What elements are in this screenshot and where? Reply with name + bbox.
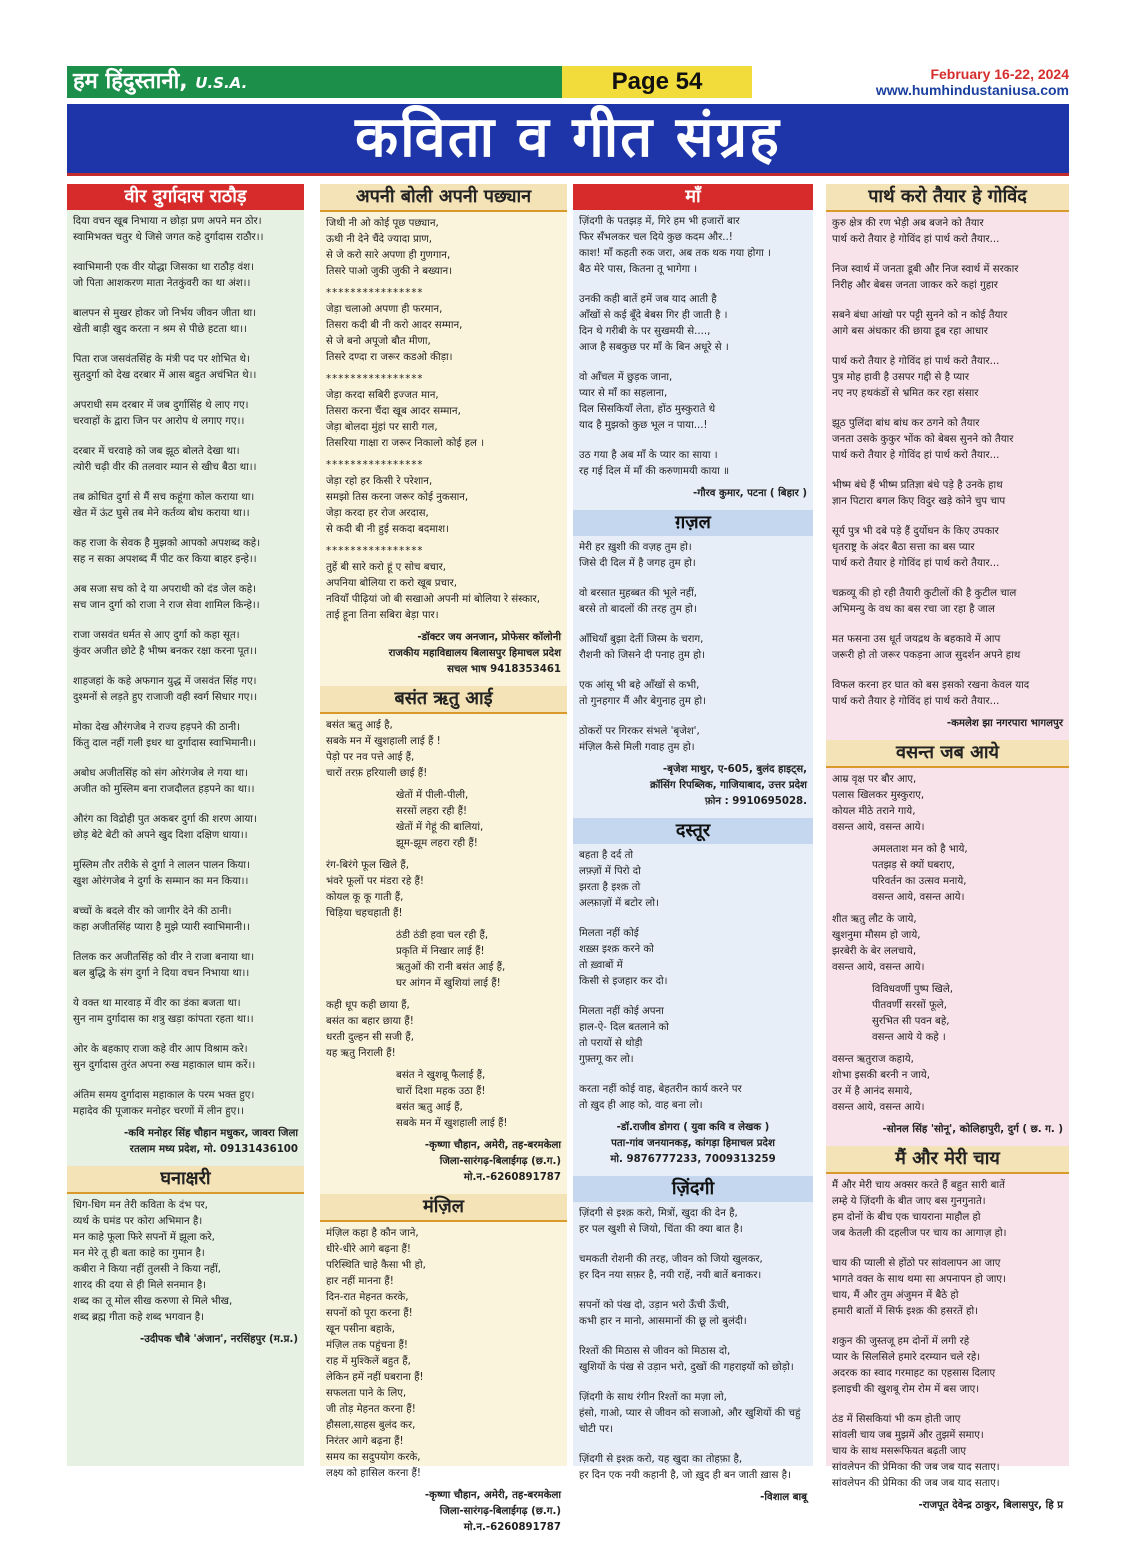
stanza: सूर्य पुत्र भी दबे पड़े हैं दुर्योधन के किए उपकार धृतराष्ट्र के अंदर बैठा सत्ता का बस प्यार पार्थ करो तैयार हे गोविंद हां पार्थ करो तैयार...	[832, 526, 1000, 569]
stanza: ज़िंदगी से इश्क़ करो, यह खुदा का तोहफ़ा है, हर दिन एक नयी कहानी है, जो ख़ुद ही बन जाती ख़ास है।	[579, 1454, 791, 1481]
column-4	[826, 184, 1069, 1511]
stanza: बच्चों के बदले वीर को जागीर देने की ठानी। कहा अजीतसिंह प्यारा है मुझे प्यारी स्वाभिमानी।।	[73, 906, 250, 933]
column-2	[320, 184, 567, 1533]
stanza: रिश्तों की मिठास से जीवन को मिठास दो, खुशियों के पंख से उड़ान भरो, दुखों की गहराइयों को छोड़ो।	[579, 1346, 794, 1373]
stanza: शीत ऋतु लौट के जाये, खुशनुमा मौसम हो जाये, झरबेरी के बेर ललचाये, वसन्त आये, वसन्त आये।	[832, 914, 925, 973]
author-byline: -बृजेश माथुर, ए-605, बुलंद हाइट्स, क्रॉसिंग रिपब्लिक, गाजियाबाद, उत्तर प्रदेश फ़ोन : 9910695028.	[649, 764, 807, 807]
stanza: खेतों में पीली-पीली, सरसों लहरा रही हैं! खेतों में गेहूं की बालियां, झूम-झूम लहरा रही हैं!	[396, 790, 484, 849]
poem-title: मैं और मेरी चाय	[826, 1146, 1069, 1174]
stanza: रंग-बिरंगे फूल खिले हैं, भंवरे फूलों पर मंडरा रहे हैं! कोयल कू कू गाती हैं, चिड़िया चहचहाती हैं!	[326, 860, 424, 919]
author-byline: -विशाल बाबू	[760, 1492, 807, 1503]
stanza: मिलता नहीं कोई शख़्स इश्क़ करने को तो ख़्वाबों में किसी से इजहार कर दो।	[579, 928, 668, 987]
poem-title: ग़ज़ल	[573, 510, 813, 536]
stanza: अपराधी सम दरबार में जब दुर्गासिंह थे लाए गए। चरवाहों के द्वारा जिन पर आरोप थे लगाए गए।।	[73, 400, 249, 427]
stanza: ठोकरों पर गिरकर संभले 'बृजेश', मंज़िल कैसे मिली गवाह तुम हो।	[579, 726, 700, 753]
poem-title: घनाक्षरी	[67, 1166, 304, 1194]
stanza: वसन्त ऋतुराज कहाये, शोभा इसकी बरनी न जाये, उर में है आनंद समाये, वसन्त आये, वसन्त आये।	[832, 1054, 930, 1113]
stanza: ज़िंदगी से इश्क़ करो, मित्रों, खुदा की देन है, हर पल खुशी से जियो, चिंता की क्या बात है।	[579, 1208, 743, 1235]
stanza: मैं और मेरी चाय अक्सर करते हैं बहुत सारी बातें लम्हे ये ज़िंदगी के बीत जाए बस गुनगुनाते। हम दोनों के बीच एक चायराना माहौल हो जब केतली की दहलीज पर चाय का आगाज़ हो।	[832, 1180, 1007, 1239]
stanza: दरबार में चरवाहे को जब झूठ बोलते देखा था। त्योरी चढ़ी वीर की तलवार म्यान से खीच बैठा था।।	[73, 446, 257, 473]
page-number: Page 54	[562, 66, 752, 98]
poem-title: वसन्त जब आये	[826, 740, 1069, 768]
separator: ****************	[326, 374, 424, 385]
stanza: तब क्रोधित दुर्गा से मैं सच कहूंगा कोल कराया था। खेत में ऊंट घुसे तब मेने कर्तव्य बोध कराया था।।	[73, 492, 255, 519]
stanza: मेरी हर ख़ुशी की वज़ह तुम हो। जिसे दी दिल में है जगह तुम हो।	[579, 542, 696, 569]
stanza: विफल करना हर घात को बस इसको रखना केवल याद पार्थ करो तैयार हे गोविंद हां पार्थ करो तैयार...	[832, 680, 1030, 707]
stanza: मत फसना उस धूर्त जयद्रथ के बहकावे में आप जरूरी हो तो जरूर पकड़ना आज सुदर्शन अपने हाथ	[832, 634, 1021, 661]
stanza: जेड़ा चलाओ अपणा ही फरमान, तिसरा कदी बी नी करो आदर सम्मान, से जे बनो अपूजो बौत मीणा, तिसरे दण्दा रा जरूर कडओ कीड़ा।	[326, 304, 463, 363]
stanza: मोका देख औरंगजेब ने राज्य हड़पने की ठानी। किंतु दाल नहीं गली इधर था दुर्गादास स्वाभिमानी।।	[73, 722, 256, 749]
stanza: एक आंसू भी बहे आँखों से कभी, तो गुनहगार मैं और बेगुनाह तुम हो।	[579, 680, 706, 707]
poem-title: दस्तूर	[573, 818, 813, 844]
author-byline: -डॉ.राजीव डोगरा ( युवा कवि व लेखक ) पता-गांव जनयानकड़, कांगड़ा हिमाचल प्रदेश मो. 9876777233, 7009313259	[610, 1122, 776, 1165]
poem-title: माँ	[573, 184, 813, 210]
stanza: चमकती रोशनी की तरह, जीवन को जियो खुलकर, हर दिन नया सफ़र है, नयी राहें, नयी बातें बनाकर।	[579, 1254, 763, 1281]
stanza: शाहजहां के कहे अफगान युद्ध में जसवंत सिंह गए। दुश्मनों से लड़ते हुए राजाजी वही स्वर्ग सिधार गए।।	[73, 676, 258, 703]
stanza: वो आँचल में छुड़क जाना, प्यार से माँ का सहलाना, दिल सिसकियाँ लेता, होंठ मुस्कुराते थे याद है मुझको कुछ भूल न पाया...!	[579, 372, 716, 431]
stanza: सपनों को पंख दो, उड़ान भरो ऊँची ऊँची, कभी हार न मानो, आसमानों की छू लो बुलंदी।	[579, 1300, 747, 1327]
issue-date: February 16-22, 2024	[930, 66, 1069, 82]
stanza: करता नहीं कोई वाह, बेहतरीन कार्य करने पर तो ख़ुद ही आह को, वाह बना लो।	[579, 1084, 742, 1111]
stanza: वो बरसात मुहब्बत की भूले नहीं, बरसे तो बादलों की तरह तुम हो।	[579, 588, 697, 615]
separator: ****************	[326, 460, 424, 471]
stanza: शकुन की जुस्तजू हम दोनों में लगी रहे प्यार के सिलसिले हमारे दरम्यान चले रहे। अदरक का स्वाद गरमाहट का एहसास दिलाए इलाइची की खुशबू रोम रोम में बस जाए।	[832, 1336, 996, 1395]
author-byline: -सोनल सिंह 'सोनू', कोलिहापुरी, दुर्ग ( छ. ग. )	[882, 1124, 1063, 1135]
stanza: सबने बंधा आंखो पर पट्टी सुनने को न कोई तैयार आगे बस अंधकार की छाया डूब रहा आधार	[832, 310, 1008, 337]
stanza: धिग-धिग मन तेरी कविता के दंभ पर, व्यर्थ के घमंड पर कोरा अभिमान है। मन काहे फूला फिरे सपनों में झूला करे, मन मेरे तू ही बता काहे का गुमान है। कबीरा ने किया नहीं तुलसी ने किया नहीं, शारद की दया से ही मिले सनमान है। शब्द का तू मोल सीख करुणा से मिले भीख, शब्द ब्रह्म गीता कहे शब्द भगवान है।	[73, 1200, 233, 1323]
stanza: जेड़ा करदा सबिरी इज्जत मान, तिसरा करना चैंदा खूब आदर सम्मान, जेड़ा बोलदा मुंहां पर सारी गल, तिसरिया गाक्षा रा जरूर निकालो कोई हल ।	[326, 390, 485, 449]
stanza: अंतिम समय दुर्गादास महाकाल के परम भक्त हुए। महादेव की पूजाकर मनोहर चरणों में लीन हुए।।	[73, 1090, 255, 1117]
stanza: आम्र वृक्ष पर बौर आए, पलास खिलकर मुस्कुराए, कोयल मीठे तराने गाये, वसन्त आये, वसन्त आये।	[832, 774, 925, 833]
stanza: पिता राज जसवंतसिंह के मंत्री पद पर शोभित थे। सुतदुर्गा को देख दरबार में आस बहुत अचंभित थे।।	[73, 354, 257, 381]
stanza: जिथी नी ओ कोई पूछ पछ्यान, ऊथी नी देने चैंदे ज्यादा प्राण, से जे करो सारे अपणा ही गुणगान, तिसरे पाओ जुकी जुकी ने बख्यान।	[326, 218, 453, 277]
stanza: कुरु क्षेत्र की रण भेड़ी अब बजने को तैयार पार्थ करो तैयार हे गोविंद हां पार्थ करो तैयार...	[832, 218, 1000, 245]
column-1	[67, 184, 304, 1466]
stanza: ज़िंदगी के साथ रंगीन रिश्तों का मज़ा लो, हंसो, गाओ, प्यार से जीवन को सजाओ, और खुशियों की चहुं चोटी पर।	[579, 1392, 801, 1435]
author-byline: -कृष्णा चौहान, अमेरी, तह-बरमकेला जिला-सारंगढ़-बिलाईगढ़ (छ.ग.) मो.न.-6260891787	[424, 1490, 561, 1533]
stanza: उठ गया है अब माँ के प्यार का साया । रह गई दिल में माँ की करुणामयी काया ॥	[579, 450, 730, 477]
poem-title: वीर दुर्गादास राठौड़	[67, 184, 304, 210]
stanza: आँधियाँ बुझा देतीं जिस्म के चराग, रौशनी को जिसने दी पनाह तुम हो।	[579, 634, 706, 661]
stanza: चाय की प्याली से होंठो पर सांवलापन आ जाए भागते वक्त के साथ थमा सा अपनापन हो जाए। चाय, मैं और तुम अंजुमन में बैठे हो हमारी बातों में सिर्फ इश्क़ की हसरतें हो।	[832, 1258, 1006, 1317]
page-banner: कविता व गीत संग्रह	[67, 104, 1069, 176]
brand-logo: हम हिंदुस्तानी, U.S.A.	[67, 66, 562, 98]
stanza: ये वक्त था मारवाड़ में वीर का डंका बजता था। सुन नाम दुर्गादास का शत्रु खड़ा कांपता रहता था।।	[73, 998, 254, 1025]
stanza: चक्रव्यू की हो रही तैयारी कुटीलों की है कुटील चाल अभिमन्यु के वध का बस रचा जा रहा है जाल	[832, 588, 1017, 615]
stanza: मिलता नहीं कोई अपना हाल-ऐ- दिल बतलाने को तो परायों से थोड़ी गुफ़्तगू कर लो।	[579, 1006, 669, 1065]
stanza: राजा जसवंत धर्मत से आए दुर्गा को कहा सूत। कुंवर अजीत छोटे है भीष्म बनकर रक्षा करना पूत।।	[73, 630, 257, 657]
stanza: झूठ पुलिंदा बांध बांध कर ठगने को तैयार जनता उसके कुकुर भोंक को बेबस सुनने को तैयार पार्थ करो तैयार हे गोविंद हां पार्थ करो तैयार...	[832, 418, 1014, 461]
stanza: पार्थ करो तैयार हे गोविंद हां पार्थ करो तैयार... पुत्र मोह हावी है उसपर गद्दी से है प्यार नए नए हथकंडों से भ्रमित कर रहा संसार	[832, 356, 1000, 399]
author-byline: -कमलेश झा नगरपारा भागलपुर	[946, 718, 1063, 729]
separator: ****************	[326, 288, 424, 299]
author-byline: -कवि मनोहर सिंह चौहान मधुकर, जावरा जिला रतलाम मध्य प्रदेश, मो. 09131436100	[124, 1128, 298, 1155]
stanza: ठंड में सिसकियां भी कम होती जाए सांवली चाय जब मुझमें और तुझमें समाए। चाय के साथ मसरूफियत बढ़ती जाए सांवलेपन की प्रेमिका की जब जब याद सताए। सांवलेपन की प्रेमिका की जब जब याद सताए।	[832, 1414, 1000, 1489]
stanza: कही धूप कही छाया हैं, बसंत का बहार छाया हैं! धरती दुल्हन सी सजी हैं, यह ऋतु निराली हैं!	[326, 1000, 414, 1059]
stanza: बहता है दर्द तो लफ़्ज़ों में पिरो दो झरता है इश्क़ तो अल्फ़ाज़ों में बटोर लो।	[579, 850, 659, 909]
stanza: अबोध अजीतसिंह को संग ओरंगजेब ले गया था। अजीत को मुस्लिम बना राजदौलत हड़पने का था।।	[73, 768, 255, 795]
stanza: मुस्लिम तौर तरीके से दुर्गा ने लालन पालन किया। खुश ओरंगजेब ने दुर्गा के सम्मान का मन किया।।	[73, 860, 250, 887]
stanza: मंज़िल कहा है कौन जाने, धीरे-धीरे आगे बढ़ना हैं! परिस्थिति चाहे कैसा भी हो, हार नहीं मानना हैं! दिन-रात मेहनत करके, सपनों को पूरा करना हैं! खून पसीना बहाके, मंज़िल तक पहुंचना हैं! राह में मुश्किलें बहुत हैं, लेकिन हमें नहीं घबराना हैं! सफलता पाने के लिए, जी तोड़ मेहनत करना हैं! हौसला,साहस बुलंद कर, निरंतर आगे बढ़ना हैं! समय का सदुपयोग करके, लक्ष्य को हासिल करना हैं!	[326, 1228, 426, 1479]
stanza: उनकी कही बातें हमें जब याद आती है आँखों से कई बूँदे बेबस गिर ही जाती है । दिन थे गरीबी के पर सुखमयी से...., आज है सबकुछ पर माँ के बिन अधूरे से ।	[579, 294, 729, 353]
stanza: जेड़ा रहो हर किसी रे परेशान, समझो तिस करना जरूर कोई नुकसान, जेड़ा करदा हर रोज अरदास, से कदी बी नी हुई सकदा बदमाश।	[326, 476, 469, 535]
dateline	[876, 66, 1069, 98]
website-link[interactable]: www.humhindustaniusa.com	[875, 82, 1069, 98]
stanza: बसंत ने खुशबू फैलाई हैं, चारों दिशा महक उठा हैं! बसंत ऋतु आई हैं, सबके मन में खुशहाली लाई हैं!	[396, 1070, 508, 1129]
stanza: अब सजा सच को दे या अपराधी को दंड जेल कहे। सच जान दुर्गा को राजा ने राज सेवा शामिल किन्हे।।	[73, 584, 260, 611]
stanza: तिलक कर अजीतसिंह को वीर ने राजा बनाया था। बल बुद्धि के संग दुर्गा ने दिया वचन निभाया था।।	[73, 952, 255, 979]
masthead	[67, 66, 1069, 98]
poem-title: बसंत ऋतु आई	[320, 686, 567, 714]
poem-title: अपनी बोली अपनी पछ्यान	[320, 184, 567, 212]
stanza: ठंडी ठंडी हवा चल रही हैं, प्रकृति में निखार लाई हैं! ऋतुओं की रानी बसंत आई हैं, घर आंगन में खुशियां लाई हैं!	[396, 930, 506, 989]
stanza: बालपन से मुखर होकर जो निर्भय जीवन जीता था। खेती बाड़ी खुद करता न श्रम से पीछे हटता था।।	[73, 308, 256, 335]
column-3	[573, 184, 813, 1503]
stanza: अमलताश मन को है भाये, पतझड़ से क्यों घबराए, परिवर्तन का उत्सव मनाये, वसन्त आये, वसन्त आये।	[872, 844, 968, 903]
stanza: दिया वचन खूब निभाया न छोड़ा प्रण अपने मन ठोर। स्वामिभक्त चतुर थे जिसे जगत कहे दुर्गादास राठौर।।	[73, 216, 264, 243]
stanza: ओर के बहकाए राजा कहे वीर आप विश्राम करे। सुन दुर्गादास तुरंत अपना रुख महाकाल धाम करें।।	[73, 1044, 256, 1071]
stanza: ज़िंदगी के पतझड़ में, गिरे हम भी हजारों बार फिर सँभलकर चल दिये कुछ कदम और..! काश! माँ कहती रुक जरा, अब तक थक गया होगा । बैठ मेरे पास, कितना तू भागेगा ।	[579, 216, 771, 275]
stanza: स्वाभिमानी एक वीर योद्धा जिसका था राठौड़ वंश। जो पिता आशकरण माता नेतकुंवरी का था अंश।।	[73, 262, 254, 289]
poem-title: पार्थ करो तैयार हे गोविंद	[826, 184, 1069, 212]
author-byline: -कृष्णा चौहान, अमेरी, तह-बरमकेला जिला-सारंगढ़-बिलाईगढ़ (छ.ग.) मो.न.-6260891787	[424, 1140, 561, 1183]
author-byline: -उदीपक चौबे 'अंजान', नरसिंहपुर (म.प्र.)	[140, 1334, 298, 1345]
stanza: कह राजा के सेवक है मुझको आपको अपशब्द कहे। सह न सका अपशब्द मैं पीट कर किया बाहर इन्हे।।	[73, 538, 261, 565]
stanza: तुहें बी सारे करो हूं ए सोच बचार, अपनिया बोलिया रा करो खूब प्रचार, नवियाँ पीढ़ियां जो बी सखाओ अपनी मां बोलिया रे संस्कार, ताई हूना तिना सबिरा बेड़ा पार।	[326, 562, 540, 621]
poem-title: मंज़िल	[320, 1194, 567, 1222]
author-byline: -गौरव कुमार, पटना ( बिहार )	[693, 488, 807, 499]
stanza: निज स्वार्थ में जनता डूबी और निज स्वार्थ में सरकार निरीह और बेबस जनता जाकर करे कहां गुहार	[832, 264, 1019, 291]
poem-title: ज़िंदगी	[573, 1176, 813, 1202]
separator: ****************	[326, 546, 424, 557]
author-byline: -राजपूत देवेन्द्र ठाकुर, बिलासपुर, हि प्र	[918, 1500, 1063, 1511]
author-byline: -डॉक्टर जय अनजान, प्रोफेसर कॉलोनी राजकीय महाविद्यालय बिलासपुर हिमाचल प्रदेश सचल भाष 9418353461	[388, 632, 561, 675]
stanza: भीष्म बंधे हैं भीष्म प्रतिज्ञा बंधे पड़े है उनके हाथ ज्ञान पिटारा बगल किए विदुर खड़े कोने चुप चाप	[832, 480, 1006, 507]
stanza: बसंत ऋतु आई है, सबके मन में खुशहाली लाई हैं ! पेड़ो पर नव पत्ते आई हैं, चारों तरफ़ हरियाली छाई हैं!	[326, 720, 441, 779]
stanza: विविधवर्णी पुष्प खिले, पीतवर्णी सरसों फूले, सुरभित सी पवन बहे, वसन्त आये ये कहे ।	[872, 984, 953, 1043]
stanza: औरंग का विद्रोही पुत अकबर दुर्गा की शरण आया। छोड़ बेटे बेटी को अपने खुद दिशा दक्षिण धाया।।	[73, 814, 257, 841]
